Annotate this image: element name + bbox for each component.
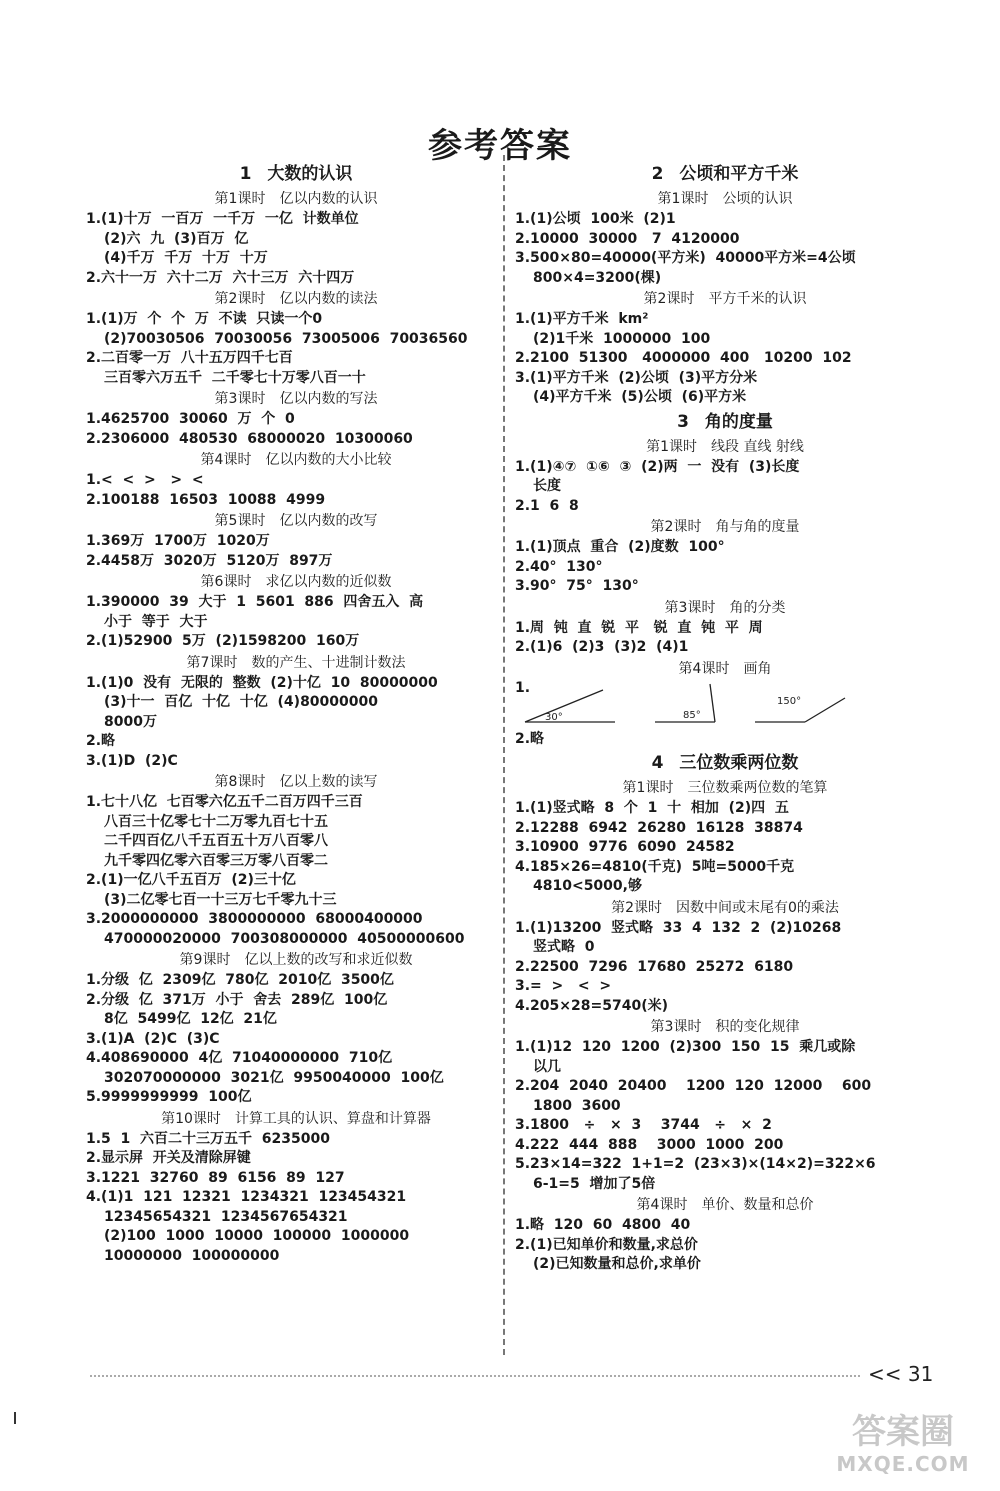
- answer-line: 2.2100 51300 4000000 400 10200 102: [515, 350, 852, 366]
- answer-line: 1.周 钝 直 锐 平 锐 直 钝 平 周: [515, 619, 763, 636]
- answer-line: 2.22500 7296 17680 25272 6180: [515, 958, 794, 975]
- answer-line: 5.9999999999 100亿: [86, 1089, 252, 1105]
- lesson-code: 第1课时: [646, 438, 697, 455]
- lesson-code: 第2课时: [643, 291, 695, 307]
- lesson-code: 第2课时: [611, 899, 662, 916]
- lesson-code: 第1课时: [657, 191, 709, 207]
- lesson-code: 第1课时: [214, 191, 266, 207]
- watermark-text: 答案圈: [852, 1412, 954, 1452]
- answer-line: 2.(1)6 (2)3 (3)2 (4)1: [515, 639, 689, 655]
- answer-line: 1.(1)12 120 1200 (2)300 150 15 乘几或除: [515, 1039, 856, 1055]
- lesson-code: 第4课时: [200, 452, 252, 468]
- answer-label: 1.: [515, 679, 531, 696]
- answer-line: 3.(1)A (2)C (3)C: [86, 1030, 220, 1047]
- answer-line: 3.(1)D (2)C: [86, 752, 178, 769]
- answer-line: 3.90° 75° 130°: [515, 578, 639, 594]
- angle-drawings: [515, 680, 935, 730]
- answer-line: 2.40° 130°: [515, 558, 603, 575]
- chapter-number: 1: [239, 164, 252, 184]
- angle-degree-label: 30°: [545, 711, 563, 723]
- lesson-name: 积的变化规律: [715, 1019, 800, 1035]
- answer-line: 4.205×28=5740(米): [515, 997, 668, 1014]
- chapter-name: 三位数乘两位数: [679, 753, 799, 773]
- answer-line: 2.(1)52900 5万 (2)1598200 160万: [86, 633, 360, 649]
- lesson-code: 第4课时: [678, 660, 730, 677]
- lesson-heading: [86, 288, 506, 310]
- angle-85-ray: [710, 684, 715, 722]
- answer-line: 1.369万 1700万 1020万: [86, 533, 270, 549]
- chapter-name: 大数的认识: [267, 164, 353, 184]
- chapter-number: 3: [677, 411, 689, 432]
- lesson-name: 亿以内数的写法: [279, 391, 378, 407]
- lesson-heading: [86, 571, 506, 593]
- lesson-heading: [86, 510, 506, 532]
- answer-line: 1.略 120 60 4800 40: [515, 1217, 691, 1233]
- answer-line: 2.10000 30000 7 4120000: [515, 230, 740, 247]
- lesson-code: 第3课时: [214, 391, 266, 407]
- answer-line: 4810<5000,够: [533, 878, 642, 894]
- double-chevron-icon: <<: [868, 1362, 902, 1386]
- page-title: 参考答案: [428, 126, 572, 166]
- answer-line: 2.二百零一万 八十五万四千七百: [86, 350, 293, 366]
- chapter-number: 4: [651, 753, 664, 773]
- lesson-name: 角与角的度量: [715, 519, 800, 535]
- answer-line: 4.(1)1 121 12321 1234321 123454321: [86, 1189, 407, 1205]
- answer-line: (3)十一 百亿 十亿 十亿 (4)80000000: [104, 694, 378, 710]
- answer-line: 8亿 5499亿 12亿 21亿: [104, 1011, 277, 1027]
- answer-line: 2.(1)已知单价和数量,求总价: [515, 1236, 698, 1253]
- lesson-code: 第2课时: [214, 291, 266, 307]
- answer-line: 长度: [533, 478, 561, 494]
- lesson-heading: [86, 449, 506, 471]
- page-number: 31: [907, 1362, 934, 1386]
- answer-line: 2.12288 6942 26280 16128 38874: [515, 819, 803, 836]
- answer-line: 2.分级 亿 371万 小于 舍去 289亿 100亿: [86, 991, 388, 1008]
- answer-line: 1.分级 亿 2309亿 780亿 2010亿 3500亿: [86, 972, 394, 988]
- lesson-heading: [86, 652, 506, 674]
- lesson-heading: [86, 188, 506, 210]
- answer-line: 2.204 2040 20400 1200 120 12000 600: [515, 1078, 872, 1094]
- answer-line: 1.(1)顶点 重合 (2)度数 100°: [515, 539, 725, 555]
- lesson-name: 求亿以内数的近似数: [265, 574, 392, 590]
- answer-line: 1.(1)竖式略 8 个 1 十 相加 (2)四 五: [515, 800, 789, 816]
- answer-line: 470000020000 700308000000 40500000600: [104, 930, 465, 947]
- right-column: [515, 160, 935, 1275]
- chapter-name: 角的度量: [704, 411, 773, 432]
- angle-degree-label: 85°: [683, 709, 701, 721]
- answer-line: 以几: [533, 1058, 561, 1075]
- lesson-code: 第4课时: [636, 1197, 688, 1213]
- lesson-name: 计算工具的认识、算盘和计算器: [234, 1110, 431, 1127]
- lesson-heading: [515, 658, 935, 680]
- answer-line: 1.4625700 30060 万 个 0: [86, 411, 295, 427]
- lesson-name: 三位数乘两位数的笔算: [687, 780, 828, 796]
- answer-line: 1.(1)公顷 100米 (2)1: [515, 211, 676, 227]
- answer-line: 4.222 444 888 3000 1000 200: [515, 1136, 784, 1153]
- lesson-heading: [515, 777, 935, 799]
- answer-line: (2)六 九 (3)百万 亿: [104, 230, 249, 247]
- answer-line: 2.略: [86, 733, 116, 749]
- lesson-name: 亿以上数的读写: [279, 774, 378, 790]
- watermark-logo: [818, 1412, 988, 1482]
- answer-line: 3.500×80=40000(平方米) 40000平方米=4公顷: [515, 250, 856, 266]
- answer-line: 12345654321 1234567654321: [104, 1208, 348, 1225]
- answer-line: 1800 3600: [533, 1097, 621, 1114]
- answer-line: 4.408690000 4亿 71040000000 710亿: [86, 1050, 393, 1066]
- answer-line: (2)已知数量和总价,求单价: [533, 1256, 701, 1272]
- lesson-code: 第3课时: [650, 1019, 702, 1035]
- lesson-name: 数的产生、十进制计数法: [251, 654, 406, 671]
- answer-line: 1.5 1 六百二十三万五千 6235000: [86, 1130, 330, 1147]
- answer-line: 2.4458万 3020万 5120万 897万: [86, 552, 333, 569]
- lesson-name: 线段 直线 射线: [711, 438, 804, 455]
- answer-line: 2.100188 16503 10088 4999: [86, 491, 326, 508]
- angle-30-ray: [525, 690, 603, 722]
- answer-line: 2.显示屏 开关及清除屏键: [86, 1150, 251, 1166]
- answer-line: 302070000000 3021亿 9950040000 100亿: [104, 1069, 444, 1086]
- chapter-title: [515, 410, 935, 434]
- lesson-code: 第9课时: [179, 952, 231, 968]
- answer-line: 1.(1)13200 竖式略 33 4 132 2 (2)10268: [515, 919, 842, 936]
- answer-line: 3.= > < >: [515, 978, 612, 994]
- lesson-name: 平方千米的认识: [708, 291, 807, 307]
- angle-degree-label: 150°: [777, 695, 802, 707]
- lesson-name: 公顷的认识: [722, 191, 793, 207]
- chapter-title: [515, 751, 935, 775]
- answer-line: (3)二亿零七百一十三万七千零九十三: [104, 891, 337, 908]
- answer-line: 二千四百亿八千五百五十万八百零八: [104, 833, 328, 849]
- answer-line: 九千零四亿零六百零三万零八百零二: [104, 852, 328, 869]
- lesson-heading: [86, 1108, 506, 1130]
- left-column: [86, 160, 506, 1266]
- lesson-code: 第2课时: [650, 519, 702, 535]
- answer-line: (4)千万 千万 十万 十万: [104, 250, 268, 266]
- answer-line: 八百三十亿零七十二万零九百七十五: [104, 813, 328, 830]
- lesson-name: 画角: [743, 660, 772, 677]
- lesson-heading: [515, 597, 935, 619]
- chapter-number: 2: [651, 164, 664, 184]
- chapter-title: [86, 162, 506, 186]
- answer-line: 2.六十一万 六十二万 六十三万 六十四万: [86, 269, 355, 286]
- lesson-name: 亿以内数的改写: [279, 513, 378, 529]
- answer-line: 1.(1)十万 一百万 一千万 一亿 计数单位: [86, 211, 359, 227]
- lesson-code: 第5课时: [214, 513, 266, 529]
- lesson-heading: [86, 771, 506, 793]
- lesson-heading: [515, 1016, 935, 1038]
- answer-line: 1.(1)万 个 个 万 不读 只读一个0: [86, 311, 323, 327]
- angle-150-ray: [805, 698, 845, 722]
- lesson-code: 第7课时: [186, 654, 238, 671]
- lesson-heading: [515, 288, 935, 310]
- lesson-name: 单价、数量和总价: [701, 1197, 814, 1213]
- lesson-name: 因数中间或末尾有0的乘法: [676, 899, 839, 916]
- lesson-code: 第1课时: [622, 780, 674, 796]
- answer-line: 1.390000 39 大于 1 5601 886 四舍五入 高: [86, 594, 424, 610]
- answer-line: 6-1=5 增加了5倍: [533, 1175, 656, 1192]
- answer-line: 800×4=3200(棵): [533, 269, 662, 286]
- lesson-code: 第8课时: [214, 774, 266, 790]
- lesson-code: 第10课时: [161, 1110, 221, 1127]
- page-number-mark: [868, 1362, 933, 1386]
- answer-line: 竖式略 0: [533, 939, 595, 955]
- answer-line: 3.10900 9776 6090 24582: [515, 839, 735, 855]
- answer-line: 2.略: [515, 730, 545, 747]
- answer-line: (2)100 1000 10000 100000 1000000: [104, 1228, 410, 1244]
- footer-dotted-rule: [90, 1375, 860, 1377]
- lesson-heading: [515, 436, 935, 458]
- answer-line: 1.(1)平方千米 km²: [515, 311, 649, 327]
- lesson-name: 亿以内数的认识: [279, 191, 378, 207]
- answer-line: (4)平方千米 (5)公顷 (6)平方米: [533, 389, 747, 405]
- answer-line: 小于 等于 大于: [104, 613, 208, 630]
- answer-line: 三百零六万五千 二千零七十万零八百一十: [104, 369, 366, 386]
- watermark-url: MXQE.COM: [836, 1452, 970, 1476]
- answer-line: 2.1 6 8: [515, 497, 579, 514]
- lesson-heading: [86, 949, 506, 971]
- lesson-heading: [86, 388, 506, 410]
- chapter-name: 公顷和平方千米: [679, 164, 799, 184]
- answer-line: (2)70030506 70030056 73005006 70036560: [104, 330, 468, 347]
- answer-line: 2.(1)一亿八千五百万 (2)三十亿: [86, 872, 296, 888]
- answer-line: 4.185×26=4810(千克) 5吨=5000千克: [515, 858, 795, 875]
- lesson-heading: [515, 188, 935, 210]
- answer-line: 1.七十八亿 七百零六亿五千二百万四千三百: [86, 794, 363, 810]
- answer-line: 1.(1)④⑦ ①⑥ ③ (2)两 一 没有 (3)长度: [515, 458, 800, 475]
- answer-line: 2.2306000 480530 68000020 10300060: [86, 430, 413, 447]
- lesson-heading: [515, 516, 935, 538]
- answer-line: 5.23×14=322 1+1=2 (23×3)×(14×2)=322×6: [515, 1156, 876, 1172]
- lesson-heading: [515, 897, 935, 919]
- answer-line: 3.1800 ÷ × 3 3744 ÷ × 2: [515, 1117, 772, 1133]
- lesson-name: 亿以内数的大小比较: [265, 452, 392, 468]
- chapter-title: [515, 162, 935, 186]
- lesson-name: 角的分类: [729, 599, 786, 616]
- lesson-name: 亿以内数的读法: [279, 291, 378, 307]
- answer-line: 10000000 100000000: [104, 1247, 280, 1264]
- lesson-name: 亿以上数的改写和求近似数: [244, 952, 413, 968]
- margin-tick: [14, 1412, 16, 1424]
- answer-line: 3.(1)平方千米 (2)公顷 (3)平方分米: [515, 369, 758, 386]
- answer-line: 1.< < > > <: [86, 472, 204, 488]
- lesson-code: 第3课时: [664, 599, 716, 616]
- answer-line: 3.2000000000 3800000000 68000400000: [86, 911, 423, 927]
- lesson-heading: [515, 1194, 935, 1216]
- lesson-code: 第6课时: [200, 574, 252, 590]
- answer-line: 3.1221 32760 89 6156 89 127: [86, 1169, 345, 1186]
- answer-line: (2)1千米 1000000 100: [533, 330, 711, 347]
- answer-line: 1.(1)0 没有 无限的 整数 (2)十亿 10 80000000: [86, 674, 438, 691]
- angle-figures: [515, 680, 935, 730]
- answer-line: 8000万: [104, 713, 157, 730]
